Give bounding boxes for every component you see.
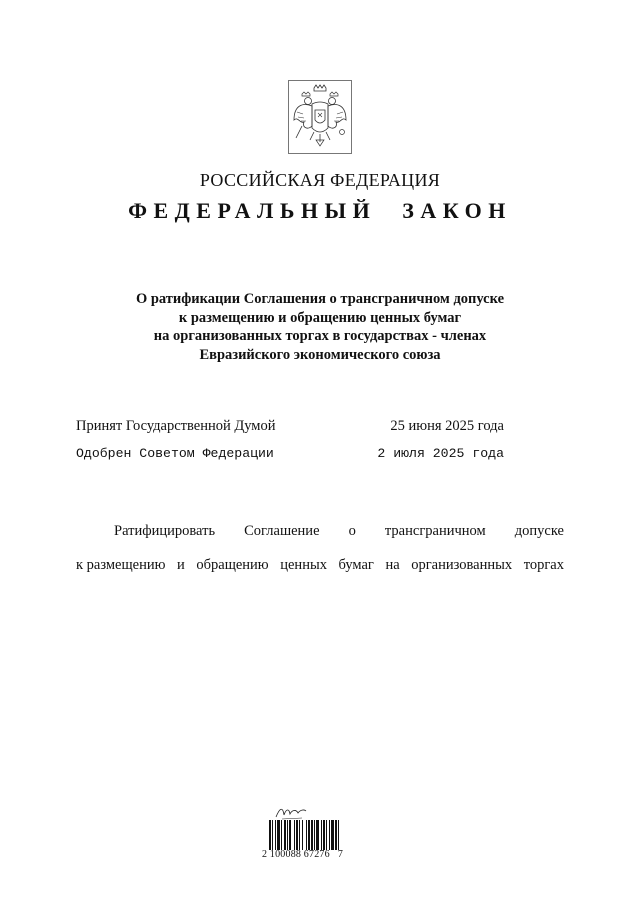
law-title-line: на организованных торгах в государствах - членах <box>153 328 487 344</box>
body-word: на <box>385 557 400 573</box>
barcode-number: 2 100088 67276 7 <box>262 849 344 860</box>
country-name: РОССИЙСКАЯ ФЕДЕРАЦИЯ <box>199 170 441 190</box>
body-word: обращению <box>196 557 269 573</box>
barcode-bar <box>306 820 307 850</box>
barcode-bar <box>275 820 276 850</box>
barcode-bar <box>272 820 273 850</box>
barcode-bar <box>314 820 315 850</box>
document-type: ФЕДЕРАЛЬНЫЙ ЗАКОН <box>128 198 512 223</box>
body-word: и <box>177 557 185 573</box>
barcode-bar <box>299 820 300 850</box>
barcode-bar <box>294 820 295 850</box>
body-word: ценных <box>280 557 327 573</box>
barcode-bar <box>326 820 327 850</box>
barcode-bar <box>323 820 325 850</box>
body-word: организованных <box>411 557 513 573</box>
barcode-bar <box>284 820 286 850</box>
barcode-bar <box>296 820 298 850</box>
coat-of-arms-icon <box>288 80 352 154</box>
barcode-bar <box>329 820 330 850</box>
law-title <box>0 290 640 364</box>
council-approval-label: Одобрен Советом Федерации <box>76 446 274 461</box>
law-title-line: О ратификации Соглашения о трансграничном допуске <box>135 291 505 307</box>
barcode-bar <box>308 820 310 850</box>
barcode-bar <box>331 820 334 850</box>
council-approval-date: 2 июля 2025 года <box>377 446 504 461</box>
barcode-bar <box>277 820 280 850</box>
body-word: о <box>348 523 356 539</box>
body-word: бумаг <box>338 557 374 573</box>
barcode-icon <box>268 820 360 850</box>
barcode-bar <box>316 820 319 850</box>
duma-adoption-date: 25 июня 2025 года <box>390 418 504 434</box>
body-word: к размещению <box>76 557 166 573</box>
barcode-bar <box>311 820 313 850</box>
barcode-bar <box>321 820 322 850</box>
law-title-line: Евразийского экономического союза <box>199 346 441 363</box>
body-word: трансграничном <box>384 523 486 539</box>
signature-mark-icon <box>274 803 308 821</box>
law-title-line: к размещению и обращению ценных бумаг <box>178 309 462 326</box>
barcode-bar <box>335 820 337 850</box>
barcode-bar <box>269 820 271 850</box>
body-text-line <box>76 523 564 540</box>
barcode-bar <box>302 820 303 850</box>
barcode-bar <box>338 820 339 850</box>
body-word: торгах <box>523 557 564 573</box>
duma-adoption-label: Принят Государственной Думой <box>76 418 276 434</box>
barcode-bar <box>287 820 288 850</box>
body-text-line <box>76 557 564 574</box>
body-word: допуске <box>514 523 564 539</box>
body-word: Соглашение <box>244 523 320 539</box>
body-word: Ратифицировать <box>114 523 216 539</box>
barcode-bar <box>289 820 291 850</box>
barcode-bar <box>281 820 282 850</box>
